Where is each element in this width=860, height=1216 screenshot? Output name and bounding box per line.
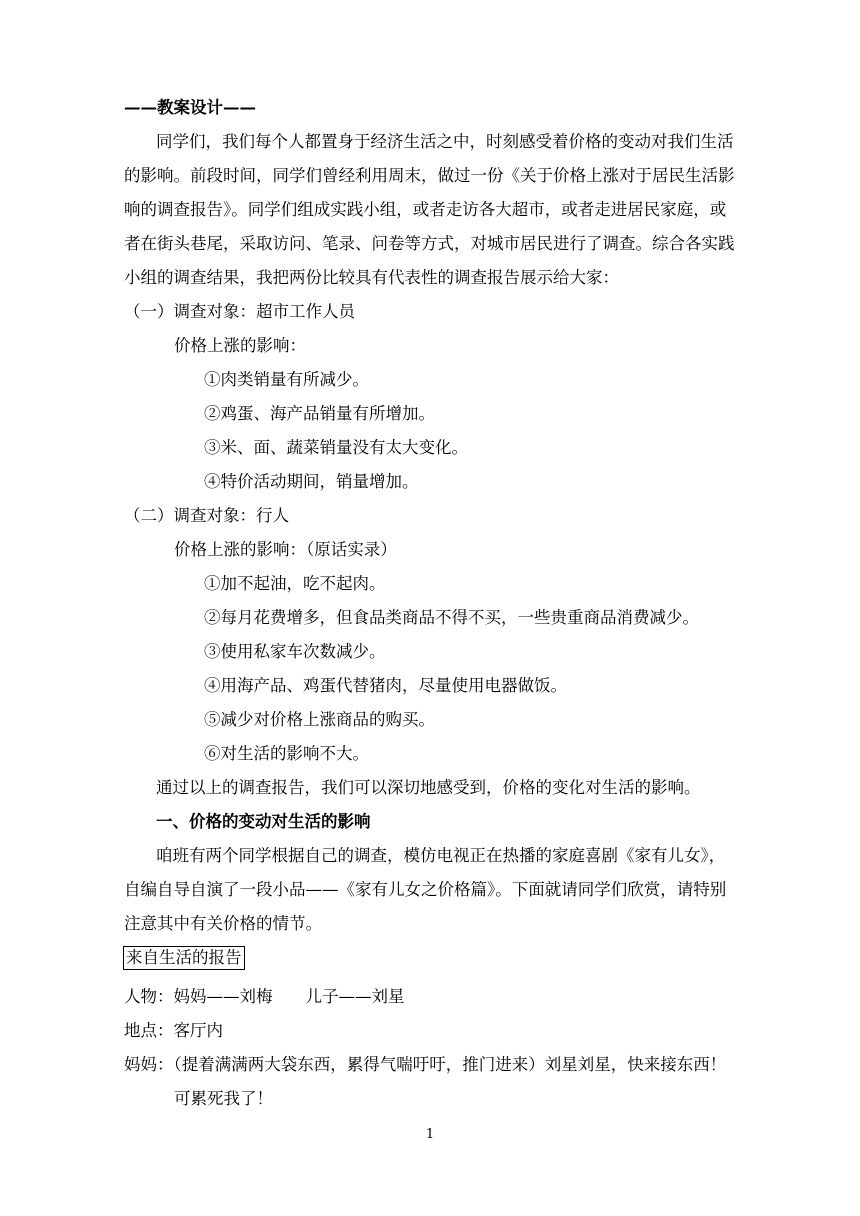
survey1-item: ②鸡蛋、海产品销量有所增加。 xyxy=(204,404,435,423)
doc-header: ——教案设计—— xyxy=(124,98,256,117)
conclusion: 通过以上的调查报告，我们可以深切地感受到，价格的变化对生活的影响。 xyxy=(156,778,701,797)
intro-line: 同学们，我们每个人都置身于经济生活之中，时刻感受着价格的变动对我们生活 xyxy=(156,132,734,151)
location: 地点：客厅内 xyxy=(124,1021,223,1040)
intro-line: 响的调查报告》。同学们组成实践小组，或者走访各大超市，或者走进居民家庭，或 xyxy=(124,200,727,219)
page-number: 1 xyxy=(425,1127,435,1142)
survey1-item: ①肉类销量有所减少。 xyxy=(204,370,369,389)
survey2-item: ⑤减少对价格上涨商品的购买。 xyxy=(204,710,435,729)
survey1-title: （一）调查对象：超市工作人员 xyxy=(124,302,355,321)
characters: 人物：妈妈——刘梅 儿子——刘星 xyxy=(124,987,405,1006)
survey1-item: ③米、面、蔬菜销量没有太大变化。 xyxy=(204,438,468,457)
survey2-item: ②每月花费增多，但食品类商品不得不买，一些贵重商品消费减少。 xyxy=(204,608,699,627)
survey2-item: ⑥对生活的影响不大。 xyxy=(204,744,369,763)
intro-line: 的影响。前段时间，同学们曾经利用周末，做过一份《关于价格上涨对于居民生活影 xyxy=(124,166,735,185)
section-para-line: 自编自导自演了一段小品——《家有儿女之价格篇》。下面就请同学们欣赏，请特别 xyxy=(124,880,727,899)
survey2-subtitle: 价格上涨的影响：（原话实录） xyxy=(174,540,397,559)
section-heading: 一、价格的变动对生活的影响 xyxy=(156,812,371,831)
survey1-item: ④特价活动期间，销量增加。 xyxy=(204,472,419,491)
dialogue-line: 妈妈：（提着满满两大袋东西，累得气喘吁吁，推门进来）刘星刘星，快来接东西！ xyxy=(124,1055,727,1074)
dialogue-line: 可累死我了！ xyxy=(174,1089,273,1108)
section-para-line: 注意其中有关价格的情节。 xyxy=(124,914,322,933)
section-para-line: 咱班有两个同学根据自己的调查，模仿电视正在热播的家庭喜剧《家有儿女》， xyxy=(156,846,726,865)
survey2-item: ①加不起油，吃不起肉。 xyxy=(204,574,386,593)
intro-line: 者在街头巷尾，采取访问、笔录、问卷等方式，对城市居民进行了调查。综合各实践 xyxy=(124,234,735,253)
survey2-item: ③使用私家车次数减少。 xyxy=(204,642,386,661)
survey2-item: ④用海产品、鸡蛋代替猪肉，尽量使用电器做饭。 xyxy=(204,676,567,695)
survey2-title: （二）调查对象：行人 xyxy=(124,506,289,525)
survey1-subtitle: 价格上涨的影响： xyxy=(174,336,306,355)
boxed-label: 来自生活的报告 xyxy=(123,946,245,970)
intro-line: 小组的调查结果，我把两份比较具有代表性的调查报告展示给大家： xyxy=(124,268,619,287)
